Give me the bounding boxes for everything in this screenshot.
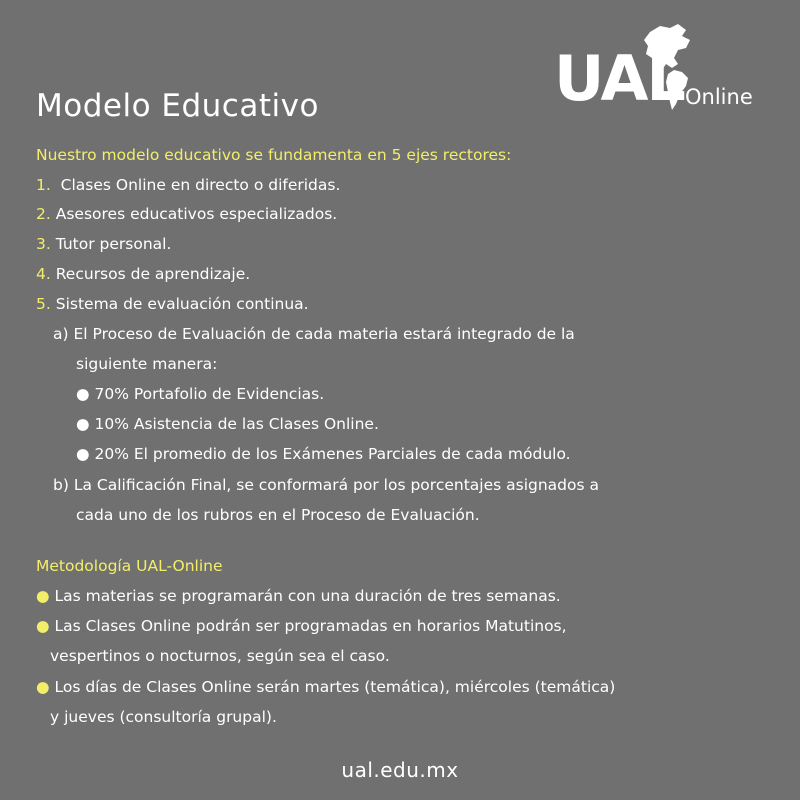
page-title: Modelo Educativo xyxy=(36,88,319,124)
bullet-dot-icon: ● xyxy=(76,415,90,433)
list-number: 1. xyxy=(36,176,51,194)
list-text: Sistema de evaluación continua. xyxy=(55,295,309,313)
list-item xyxy=(36,204,337,224)
bullet-dot-icon: ● xyxy=(36,678,50,696)
sub-item-text: El Proceso de Evaluación de cada materia estará integrado de la xyxy=(73,325,575,343)
list-item xyxy=(36,294,309,314)
list-number: 2. xyxy=(36,205,51,223)
methodology-text: Las Clases Online podrán ser programadas en horarios Matutinos, xyxy=(54,617,567,635)
list-text: Recursos de aprendizaje. xyxy=(55,265,251,283)
bullet-text: 10% Asistencia de las Clases Online. xyxy=(94,415,379,433)
methodology-text: Las materias se programarán con una duración de tres semanas. xyxy=(54,587,561,605)
methodology-item xyxy=(36,586,561,606)
methodology-text: Los días de Clases Online serán martes (temática), miércoles (temática) xyxy=(54,678,616,696)
list-text: Tutor personal. xyxy=(55,235,172,253)
sub-item-b xyxy=(53,475,599,495)
methodology-item xyxy=(36,677,615,697)
sub-item-b-continued: cada uno de los rubros en el Proceso de Evaluación. xyxy=(76,506,480,524)
bullet-text: 20% El promedio de los Exámenes Parciales de cada módulo. xyxy=(94,445,571,463)
bullet-dot-icon: ● xyxy=(76,385,90,403)
ual-online-logo xyxy=(552,20,782,120)
list-item xyxy=(36,175,340,195)
sub-item-marker: a) xyxy=(53,325,69,343)
intro-text: Nuestro modelo educativo se fundamenta en 5 ejes rectores: xyxy=(36,146,512,164)
methodology-heading: Metodología UAL-Online xyxy=(36,557,223,575)
sub-item-text: La Calificación Final, se conformará por los porcentajes asignados a xyxy=(73,476,599,494)
sub-item-a-continued: siguiente manera: xyxy=(76,355,218,373)
list-item xyxy=(36,264,250,284)
methodology-item xyxy=(36,616,567,636)
list-number: 4. xyxy=(36,265,51,283)
bullet-dot-icon: ● xyxy=(36,587,50,605)
bullet-text: 70% Portafolio de Evidencias. xyxy=(94,385,325,403)
sub-item-a xyxy=(53,324,575,344)
bullet-item xyxy=(76,384,324,404)
logo-main-text: UAL xyxy=(554,42,684,115)
list-item xyxy=(36,234,171,254)
sub-item-marker: b) xyxy=(53,476,69,494)
list-number: 3. xyxy=(36,235,51,253)
bullet-item xyxy=(76,444,571,464)
list-text: Asesores educativos especializados. xyxy=(55,205,338,223)
website-url[interactable]: ual.edu.mx xyxy=(341,758,459,782)
methodology-item-continued: vespertinos o nocturnos, según sea el caso. xyxy=(50,647,390,665)
list-text: Clases Online en directo o diferidas. xyxy=(60,176,341,194)
bullet-dot-icon: ● xyxy=(36,617,50,635)
list-number: 5. xyxy=(36,295,51,313)
bullet-dot-icon: ● xyxy=(76,445,90,463)
bullet-item xyxy=(76,414,379,434)
methodology-item-continued: y jueves (consultoría grupal). xyxy=(50,708,277,726)
logo-sub-text: Online xyxy=(685,85,753,109)
